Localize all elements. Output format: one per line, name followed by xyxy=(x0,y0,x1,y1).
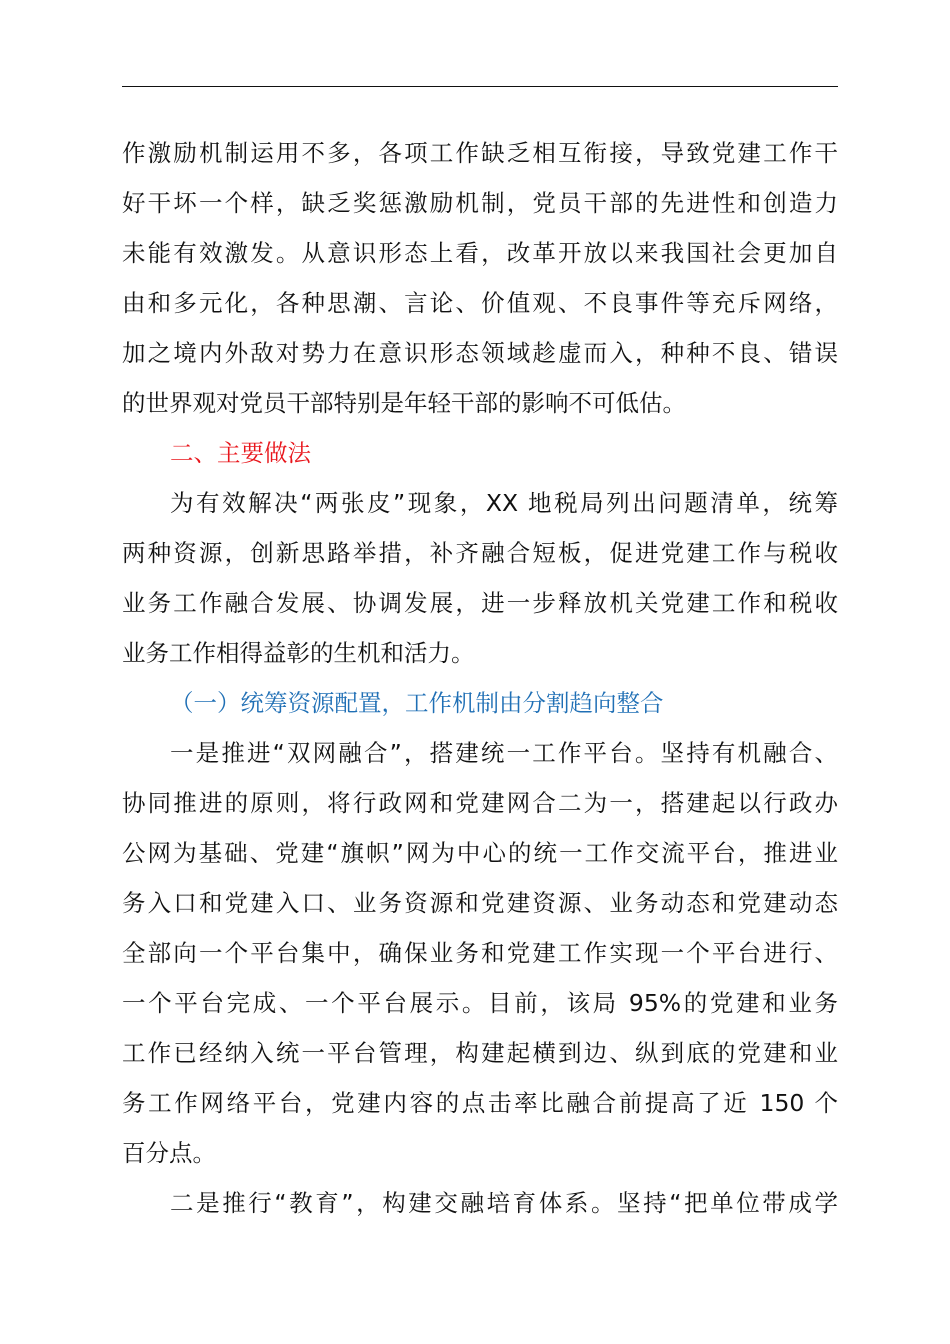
paragraph-line: 的世界观对党员干部特别是年轻干部的影响不可低估。 xyxy=(122,389,686,417)
paragraph-line: 公网为基础、党建“旗帜”网为中心的统一工作交流平台，推进业 xyxy=(122,839,838,867)
paragraph-line: 好干坏一个样，缺乏奖惩激励机制，党员干部的先进性和创造力 xyxy=(122,189,838,217)
document-body xyxy=(122,128,838,1228)
paragraph-line: 加之境内外敌对势力在意识形态领域趁虚而入，种种不良、错误 xyxy=(122,339,838,367)
paragraph-line: 务入口和党建入口、业务资源和党建资源、业务动态和党建动态 xyxy=(122,889,838,917)
paragraph-line: 业务工作融合发展、协调发展，进一步释放机关党建工作和税收 xyxy=(122,589,838,617)
paragraph-line: 一个平台完成、一个平台展示。目前，该局 95%的党建和业务 xyxy=(122,989,838,1017)
paragraph-line: 务工作网络平台，党建内容的点击率比融合前提高了近 150 个 xyxy=(122,1089,838,1117)
header-rule xyxy=(122,86,838,87)
paragraph-line: 工作已经纳入统一平台管理，构建起横到边、纵到底的党建和业 xyxy=(122,1039,838,1067)
paragraph-line: 未能有效激发。从意识形态上看，改革开放以来我国社会更加自 xyxy=(122,239,838,267)
paragraph-line: 业务工作相得益彰的生机和活力。 xyxy=(122,639,475,667)
paragraph-line: 两种资源，创新思路举措，补齐融合短板，促进党建工作与税收 xyxy=(122,539,838,567)
paragraph-line: 百分点。 xyxy=(122,1139,216,1167)
paragraph-line: 一是推进“双网融合”，搭建统一工作平台。坚持有机融合、 xyxy=(170,739,838,767)
paragraph-line: 协同推进的原则，将行政网和党建网合二为一，搭建起以行政办 xyxy=(122,789,838,817)
paragraph-line: 作激励机制运用不多，各项工作缺乏相互衔接，导致党建工作干 xyxy=(122,139,838,167)
subsection-heading: （一）统筹资源配置，工作机制由分割趋向整合 xyxy=(170,689,664,717)
paragraph-line: 全部向一个平台集中，确保业务和党建工作实现一个平台进行、 xyxy=(122,939,838,967)
paragraph-line: 二是推行“教育”，构建交融培育体系。坚持“把单位带成学 xyxy=(170,1189,838,1217)
paragraph-line: 为有效解决“两张皮”现象，XX 地税局列出问题清单，统筹 xyxy=(170,489,838,517)
section-heading: 二、主要做法 xyxy=(170,439,311,467)
paragraph-line: 由和多元化，各种思潮、言论、价值观、不良事件等充斥网络， xyxy=(122,289,838,317)
